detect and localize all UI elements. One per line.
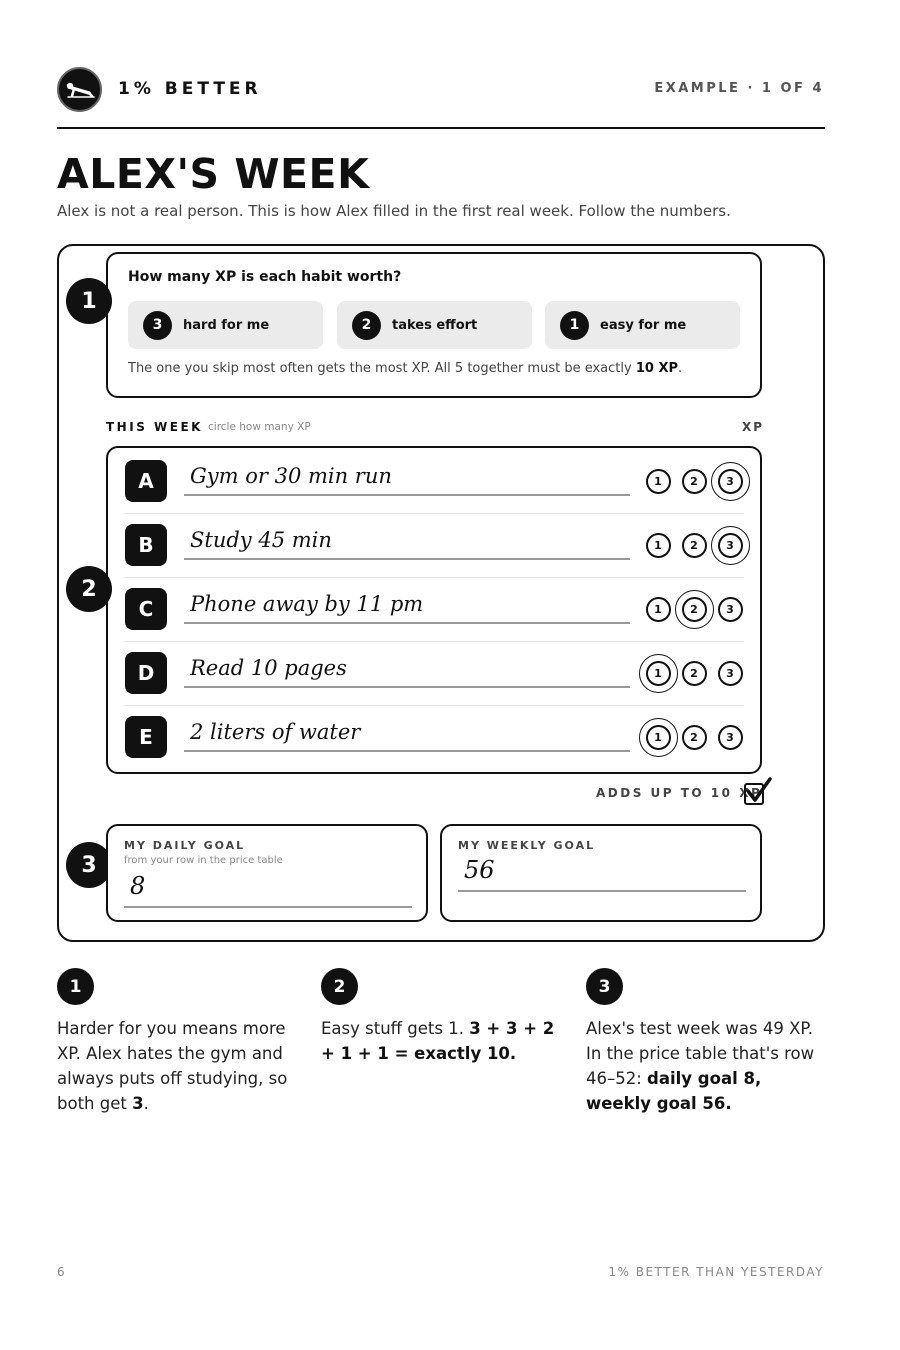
habit-write-line — [184, 558, 630, 560]
step-badge-1: 1 — [66, 278, 112, 324]
header-divider — [57, 127, 825, 129]
pushup-figure-icon — [57, 67, 102, 112]
habit-name[interactable]: Read 10 pages — [190, 656, 347, 680]
habit-name[interactable]: Phone away by 11 pm — [190, 592, 424, 616]
this-week-label: THIS WEEK — [106, 420, 203, 434]
xp-rule-total: 10 XP — [635, 361, 678, 376]
explanation-3 — [586, 1016, 826, 1116]
xp-rule-text: The one you skip most often gets the most XP. All 5 together must be exactly — [128, 361, 636, 376]
xp-option-2[interactable]: 2 — [682, 661, 707, 686]
habit-row-divider — [124, 577, 744, 578]
weekly-goal-box — [440, 824, 762, 922]
habit-write-line — [184, 750, 630, 752]
explanation-1 — [57, 1016, 297, 1116]
habit-row-divider — [124, 513, 744, 514]
explanation-bold: daily goal 8, weekly goal 56. — [586, 1069, 762, 1113]
daily-goal-hint: from your row in the price table — [124, 855, 283, 866]
xp-option-1[interactable]: 1 — [646, 597, 671, 622]
xp-option-2[interactable]: 2 — [682, 725, 707, 750]
explanation-bold: 3 + 3 + 2 + 1 + 1 = exactly 10. — [321, 1019, 555, 1063]
habit-letter: A — [125, 460, 167, 502]
daily-goal-value[interactable]: 8 — [130, 872, 146, 900]
weekly-goal-label: MY WEEKLY GOAL — [458, 839, 596, 852]
step-badge-2: 2 — [66, 566, 112, 612]
explanation-text: Harder for you means more XP. Alex hates the gym and always puts off studying, so both get — [57, 1019, 288, 1113]
habit-name[interactable]: Study 45 min — [190, 528, 332, 552]
xp-option-1[interactable]: 1 — [646, 533, 671, 558]
weekly-goal-value[interactable]: 56 — [464, 856, 495, 884]
habit-letter: E — [125, 716, 167, 758]
explanation-2 — [321, 1016, 561, 1066]
xp-option-1[interactable]: 1 — [646, 469, 671, 494]
habit-name[interactable]: Gym or 30 min run — [190, 464, 392, 488]
habit-write-line — [184, 686, 630, 688]
footer-tagline: 1% BETTER THAN YESTERDAY — [608, 1265, 824, 1279]
checkmark-icon — [744, 776, 774, 806]
explanation-text: Easy stuff gets 1. — [321, 1019, 470, 1038]
xp-question: How many XP is each habit worth? — [128, 269, 402, 285]
xp-option-2[interactable]: 2 — [682, 597, 707, 622]
habit-name[interactable]: 2 liters of water — [190, 720, 361, 744]
habit-letter: C — [125, 588, 167, 630]
adds-up-label: ADDS UP TO 10 XP — [596, 786, 763, 800]
page-number: 6 — [57, 1265, 65, 1279]
xp-chip-label: takes effort — [392, 317, 478, 333]
weekly-goal-line — [458, 890, 746, 892]
habit-write-line — [184, 622, 630, 624]
xp-chip-number: 2 — [352, 311, 381, 340]
xp-option-3[interactable]: 3 — [718, 533, 743, 558]
habit-letter: B — [125, 524, 167, 566]
xp-chip-label: easy for me — [600, 317, 687, 333]
brand-name: 1% BETTER — [118, 79, 262, 99]
example-counter: EXAMPLE · 1 OF 4 — [654, 81, 824, 96]
habit-row-divider — [124, 641, 744, 642]
habit-row-divider — [124, 705, 744, 706]
xp-rule-note — [128, 361, 682, 376]
explanation-text: Alex's test week was 49 XP. In the price table that's row 46–52: — [586, 1019, 815, 1088]
explanation-badge-2: 2 — [321, 968, 358, 1005]
xp-chip-effort — [337, 301, 532, 349]
explanation-bold: 3 — [132, 1094, 144, 1113]
xp-chip-label: hard for me — [183, 317, 270, 333]
page-subtitle: Alex is not a real person. This is how Alex filled in the first real week. Follow the numbers. — [57, 202, 731, 220]
daily-goal-label: MY DAILY GOAL — [124, 839, 246, 852]
habit-letter: D — [125, 652, 167, 694]
xp-chip-easy — [545, 301, 740, 349]
xp-option-3[interactable]: 3 — [718, 469, 743, 494]
xp-option-3[interactable]: 3 — [718, 725, 743, 750]
xp-rule-end: . — [678, 361, 683, 376]
xp-option-2[interactable]: 2 — [682, 533, 707, 558]
xp-chip-number: 3 — [143, 311, 172, 340]
explanation-badge-3: 3 — [586, 968, 623, 1005]
daily-goal-line — [124, 906, 412, 908]
xp-option-3[interactable]: 3 — [718, 597, 743, 622]
xp-option-1[interactable]: 1 — [646, 725, 671, 750]
step-badge-3: 3 — [66, 842, 112, 888]
page-title: ALEX'S WEEK — [57, 150, 370, 198]
xp-chip-hard — [128, 301, 323, 349]
xp-option-1[interactable]: 1 — [646, 661, 671, 686]
daily-goal-box — [106, 824, 428, 922]
xp-chip-number: 1 — [560, 311, 589, 340]
this-week-hint: circle how many XP — [208, 421, 311, 433]
explanation-end: . — [143, 1094, 149, 1113]
habit-write-line — [184, 494, 630, 496]
xp-column-label: XP — [742, 420, 765, 434]
explanation-badge-1: 1 — [57, 968, 94, 1005]
xp-option-2[interactable]: 2 — [682, 469, 707, 494]
xp-option-3[interactable]: 3 — [718, 661, 743, 686]
